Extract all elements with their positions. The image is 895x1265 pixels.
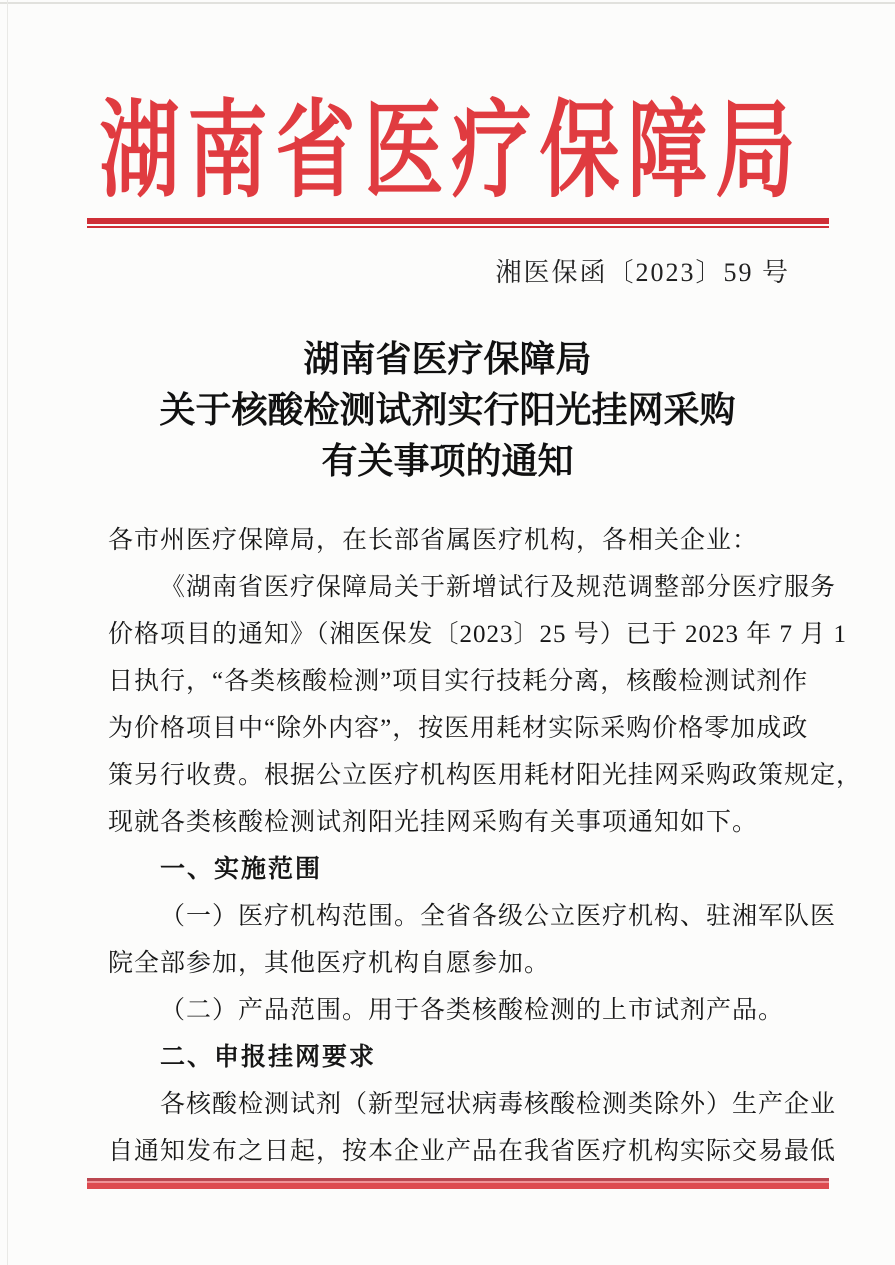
- section-heading-1: 一、实施范围: [160, 855, 323, 883]
- notice-body: [108, 517, 863, 1175]
- separator-rule-thin-line: [87, 226, 829, 228]
- body-line: 为价格项目中“除外内容”，按医用耗材实际采购价格零加成政: [108, 715, 809, 742]
- body-line-salutation: 各市州医疗保障局，在长部省属医疗机构，各相关企业：: [108, 527, 759, 554]
- body-line: 现就各类核酸检测试剂阳光挂网采购有关事项通知如下。: [108, 809, 759, 836]
- body-line: 价格项目的通知》（湘医保发〔2023〕25 号）已于 2023 年 7 月 1: [108, 621, 848, 648]
- body-line: 日执行，“各类核酸检测”项目实行技耗分离，核酸检测试剂作: [108, 668, 809, 695]
- body-line: 《湖南省医疗保障局关于新增试行及规范调整部分医疗服务: [160, 574, 837, 601]
- body-line: 自通知发布之日起，按本企业产品在我省医疗机构实际交易最低: [108, 1138, 837, 1165]
- notice-title-line-3: 有关事项的通知: [321, 441, 574, 481]
- body-line: 各核酸检测试剂（新型冠状病毒核酸检测类除外）生产企业: [160, 1091, 837, 1118]
- scan-edge-top-line: [0, 2, 895, 4]
- footer-red-band: [87, 1178, 829, 1189]
- notice-title-line-2: 关于核酸检测试剂实行阳光挂网采购: [159, 390, 736, 430]
- body-line: 院全部参加，其他医疗机构自愿参加。: [108, 950, 551, 977]
- footer-band-bright-line: [87, 1183, 829, 1189]
- section-heading-2: 二、申报挂网要求: [160, 1043, 377, 1071]
- document-reference-number: 湘医保函〔2023〕59 号: [495, 258, 790, 287]
- letterhead-separator-rule: [87, 218, 829, 228]
- notice-title: [0, 334, 895, 487]
- body-line: 策另行收费。根据公立医疗机构医用耗材阳光挂网采购政策规定，: [108, 762, 863, 789]
- body-line: （二）产品范围。用于各类核酸检测的上市试剂产品。: [160, 997, 785, 1024]
- body-line: （一）医疗机构范围。全省各级公立医疗机构、驻湘军队医: [160, 903, 837, 930]
- notice-title-line-1: 湖南省医疗保障局: [303, 339, 592, 379]
- letterhead-agency-title: 湖南省医疗保障局: [99, 94, 804, 211]
